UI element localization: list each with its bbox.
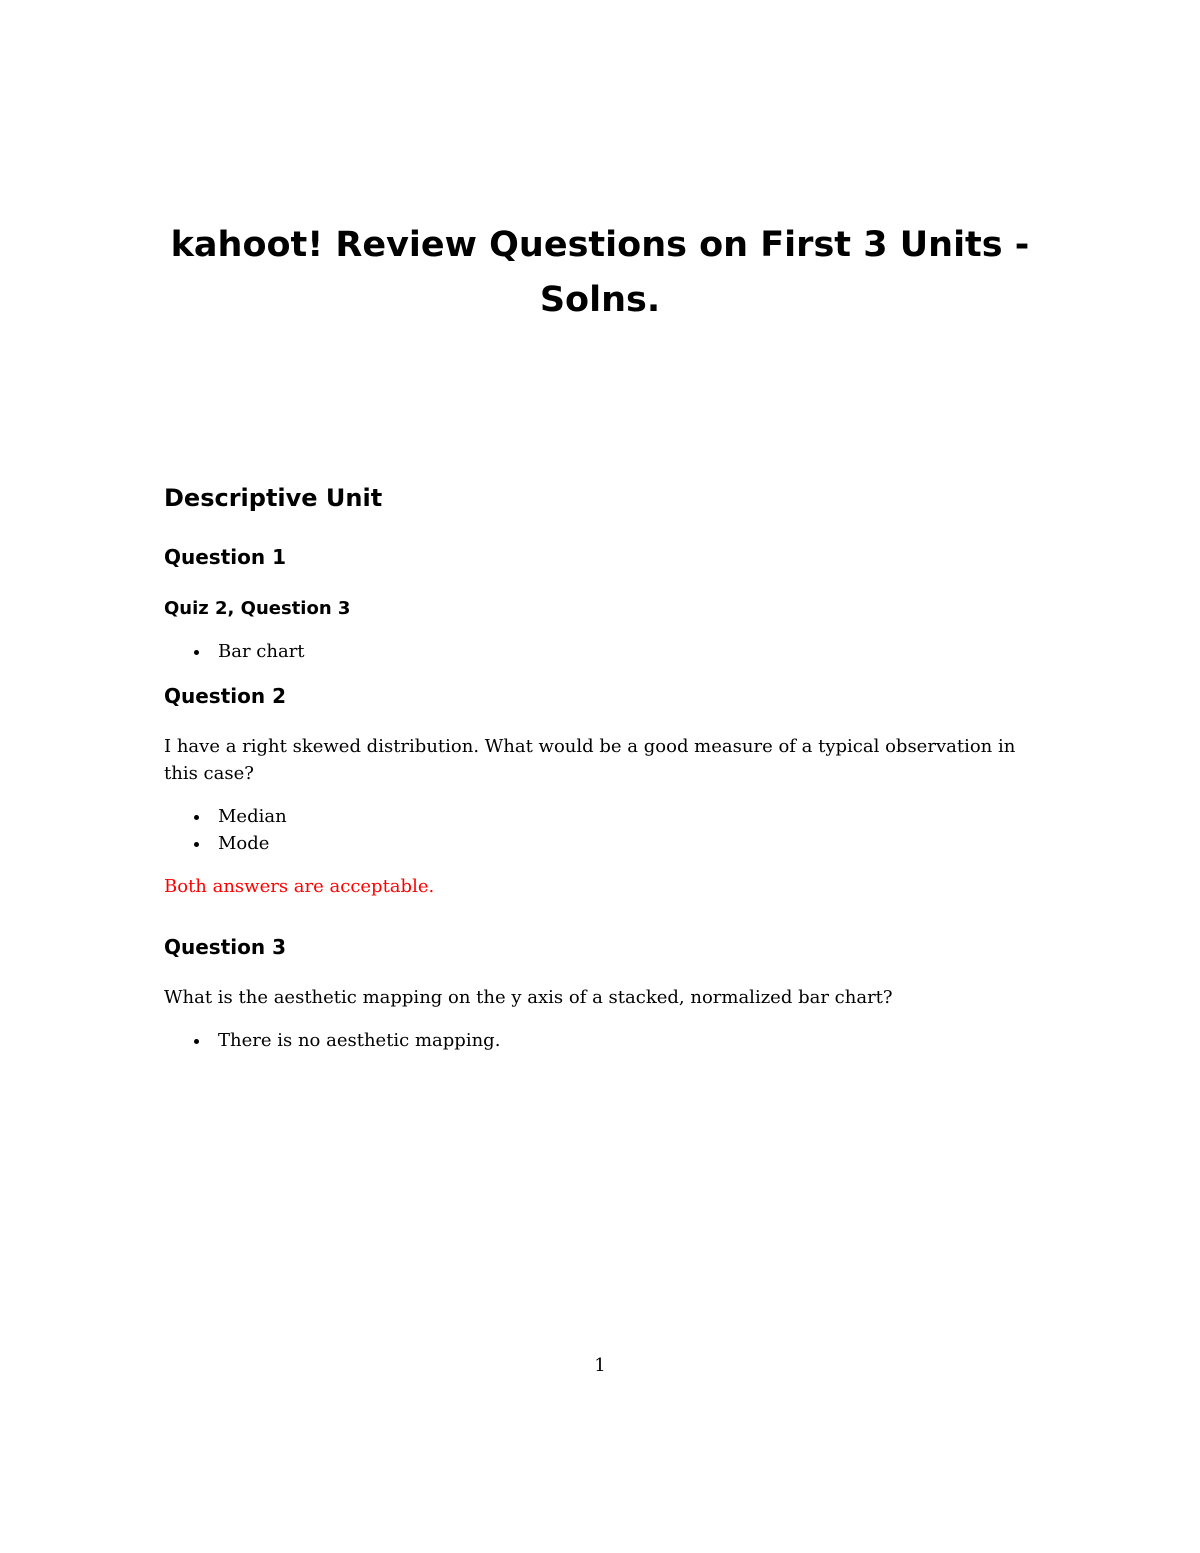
answer-item: There is no aesthetic mapping. bbox=[192, 1027, 1044, 1054]
title-line-2: Solns. bbox=[539, 280, 661, 320]
document-body bbox=[164, 478, 1044, 1070]
question-block-1 bbox=[164, 542, 1044, 665]
answer-item: Mode bbox=[192, 830, 1044, 857]
answer-note: Both answers are acceptable. bbox=[164, 876, 435, 897]
question-block-2 bbox=[164, 681, 1044, 900]
question-prompt: I have a right skewed distribution. What would be a good measure of a typical observation in this case? bbox=[164, 736, 1016, 784]
answer-item: Median bbox=[192, 803, 1044, 830]
answer-list bbox=[164, 803, 1044, 857]
question-heading: Question 3 bbox=[164, 935, 286, 959]
question-block-3 bbox=[164, 932, 1044, 1054]
question-heading: Question 1 bbox=[164, 545, 286, 569]
question-prompt: What is the aesthetic mapping on the y axis of a stacked, normalized bar chart? bbox=[164, 987, 893, 1008]
title-line-1: kahoot! Review Questions on First 3 Units - bbox=[170, 225, 1030, 265]
section-heading: Descriptive Unit bbox=[164, 484, 383, 512]
answer-item: Bar chart bbox=[192, 638, 1044, 665]
document-title bbox=[100, 218, 1100, 328]
answer-list bbox=[164, 1027, 1044, 1054]
page-number: 1 bbox=[594, 1355, 606, 1376]
question-heading: Question 2 bbox=[164, 684, 286, 708]
question-subheading: Quiz 2, Question 3 bbox=[164, 598, 351, 619]
answer-list bbox=[164, 638, 1044, 665]
